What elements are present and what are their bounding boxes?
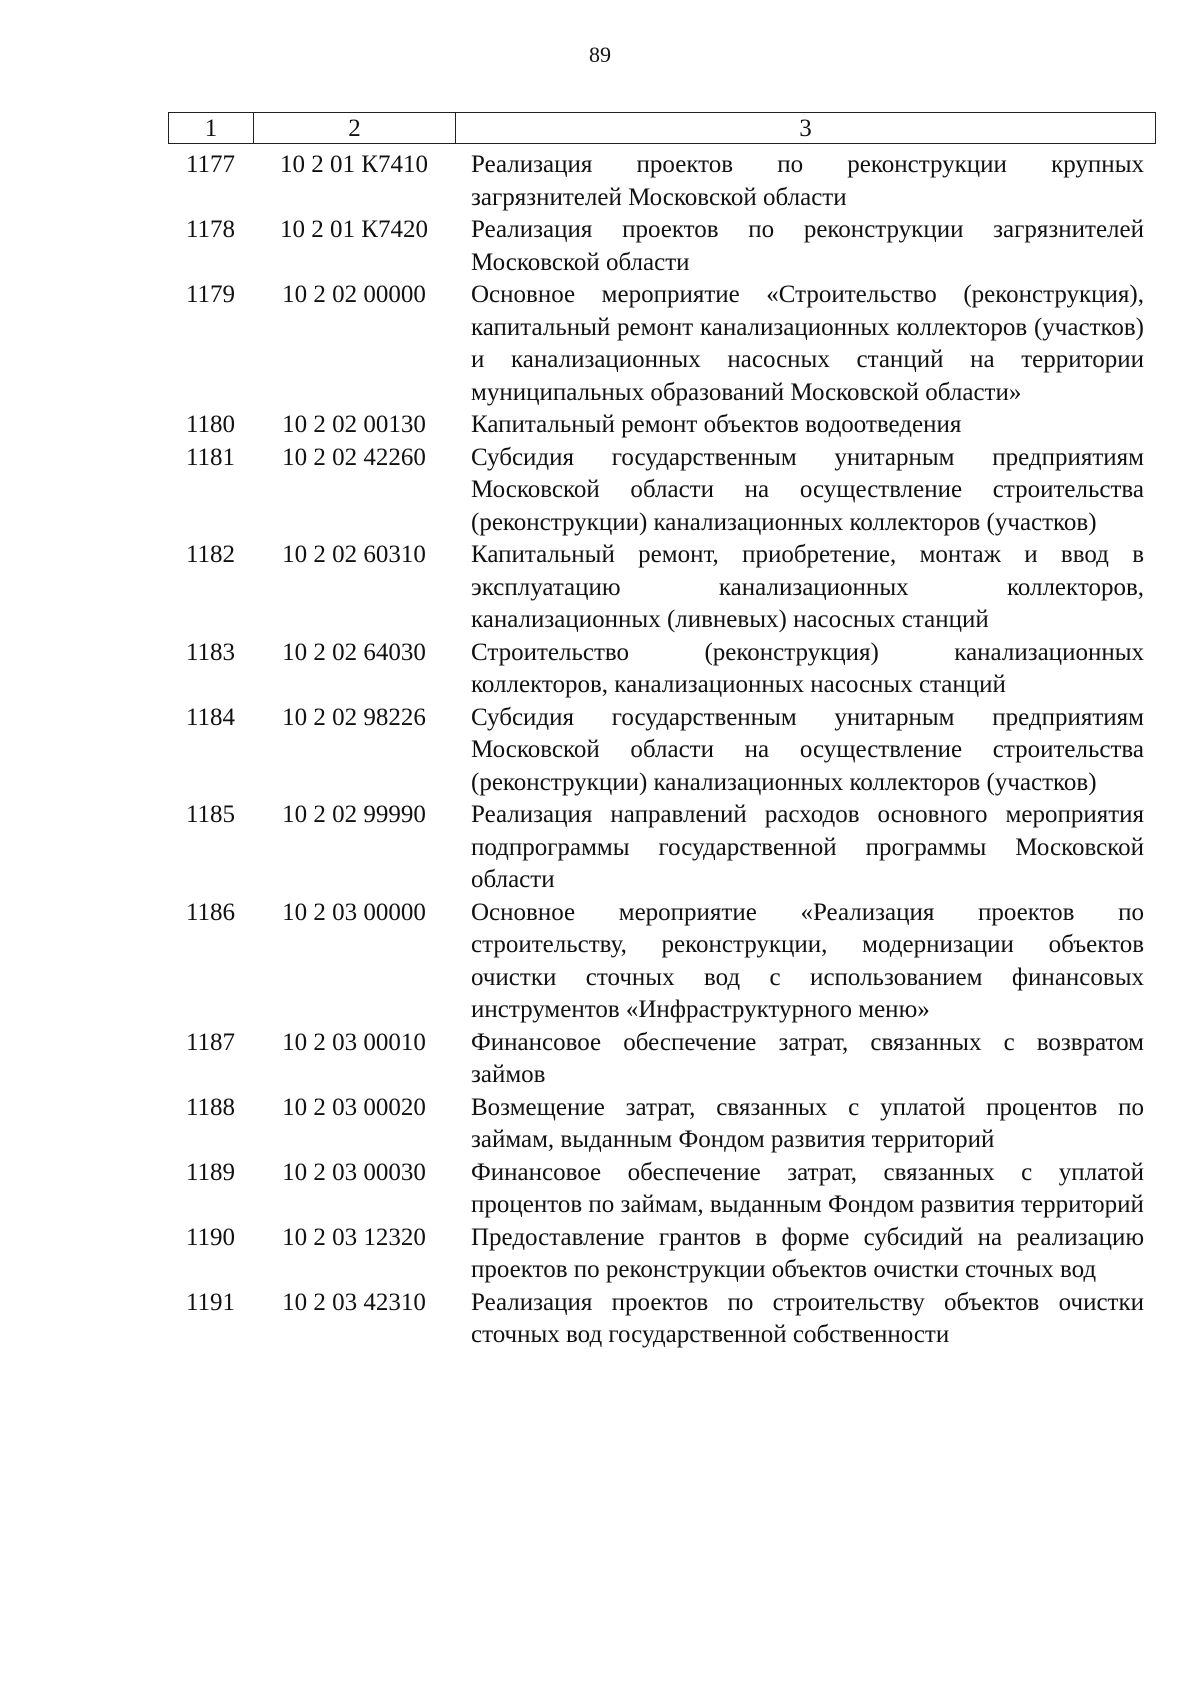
- table-body: [168, 149, 1156, 1352]
- row-description: Предоставление грантов в форме субсидий на реализацию проектов по реконструкции объектов очистки сточных вод: [471, 1223, 1144, 1283]
- row-number: 1190: [185, 1223, 236, 1251]
- row-number: 1187: [185, 1028, 236, 1056]
- table-row: [168, 897, 1156, 1027]
- row-description: Основное мероприятие «Строительство (реконструкция), капитальный ремонт канализационных коллекторов (участков) и канализационных насосных станций на территории муниципальных образований Московской области»: [471, 281, 1144, 406]
- row-number: 1191: [185, 1288, 236, 1316]
- table-row: [168, 1092, 1156, 1157]
- row-description: Субсидия государственным унитарным предприятиям Московской области на осуществление строительства (реконструкции) канализационных коллекторов (участков): [471, 703, 1144, 796]
- row-number: 1181: [185, 443, 236, 471]
- table-row: [168, 442, 1156, 540]
- row-description: Реализация проектов по реконструкции крупных загрязнителей Московской области: [471, 151, 1144, 211]
- row-description: Возмещение затрат, связанных с уплатой процентов по займам, выданным Фондом развития территорий: [471, 1093, 1144, 1153]
- table-row: [168, 539, 1156, 637]
- header-col-2: 2: [254, 113, 456, 143]
- row-number: 1189: [185, 1158, 236, 1186]
- row-code: 10 2 01 К7410: [280, 151, 428, 178]
- row-code: 10 2 03 12320: [282, 1223, 426, 1251]
- table-row: [168, 214, 1156, 279]
- row-number: 1185: [185, 801, 236, 828]
- row-code: 10 2 03 00010: [282, 1028, 426, 1056]
- row-description: Финансовое обеспечение затрат, связанных с возвратом займов: [471, 1028, 1144, 1088]
- page-number: 89: [589, 42, 611, 67]
- table-row: [168, 1222, 1156, 1287]
- row-code: 10 2 03 00020: [282, 1093, 426, 1121]
- row-description: Реализация направлений расходов основного мероприятия подпрограммы государственной программы Московской области: [471, 801, 1144, 893]
- table-row: [168, 1157, 1156, 1222]
- table-header: [168, 112, 1156, 144]
- table-row: [168, 1027, 1156, 1092]
- row-number: 1188: [185, 1093, 236, 1121]
- table-row: [168, 799, 1156, 897]
- row-description: Реализация проектов по строительству объектов очистки сточных вод государственной собственности: [471, 1288, 1144, 1348]
- table-row: [168, 637, 1156, 702]
- row-code: 10 2 02 64030: [282, 638, 426, 666]
- row-code: 10 2 03 00000: [282, 898, 426, 926]
- row-number: 1183: [185, 638, 236, 666]
- row-code: 10 2 02 99990: [282, 801, 426, 828]
- row-description: Финансовое обеспечение затрат, связанных с уплатой процентов по займам, выданным Фондом развития территорий: [471, 1158, 1144, 1218]
- row-number: 1178: [185, 216, 236, 243]
- header-col-1: 1: [169, 113, 254, 143]
- row-description: Реализация проектов по реконструкции загрязнителей Московской области: [471, 216, 1144, 276]
- row-description: Субсидия государственным унитарным предприятиям Московской области на осуществление строительства (реконструкции) канализационных коллекторов (участков): [471, 443, 1144, 536]
- row-number: 1177: [185, 151, 236, 178]
- table-row: [168, 409, 1156, 442]
- row-code: 10 2 02 60310: [282, 541, 426, 568]
- row-code: 10 2 01 К7420: [280, 216, 428, 243]
- row-code: 10 2 03 00030: [282, 1158, 426, 1186]
- row-code: 10 2 02 00000: [282, 281, 426, 308]
- row-number: 1186: [185, 898, 236, 926]
- row-description: Капитальный ремонт объектов водоотведения: [471, 411, 962, 438]
- table-row: [168, 702, 1156, 800]
- row-description: Основное мероприятие «Реализация проектов по строительству, реконструкции, модернизации объектов очистки сточных вод с использованием финансовых инструментов «Инфраструктурного меню»: [471, 898, 1144, 1023]
- table-row: [168, 279, 1156, 409]
- row-number: 1182: [185, 541, 236, 568]
- table-row: [168, 1287, 1156, 1352]
- row-number: 1180: [185, 411, 236, 438]
- row-description: Капитальный ремонт, приобретение, монтаж и ввод в эксплуатацию канализационных коллекторов, канализационных (ливневых) насосных станций: [471, 541, 1144, 633]
- row-code: 10 2 02 98226: [282, 703, 426, 731]
- row-code: 10 2 02 42260: [282, 443, 426, 471]
- row-description: Строительство (реконструкция) канализационных коллекторов, канализационных насосных станций: [471, 638, 1144, 698]
- row-code: 10 2 03 42310: [282, 1288, 426, 1316]
- row-code: 10 2 02 00130: [282, 411, 426, 438]
- row-number: 1179: [185, 281, 236, 308]
- row-number: 1184: [185, 703, 236, 731]
- header-col-3: 3: [799, 114, 812, 142]
- table-row: [168, 149, 1156, 214]
